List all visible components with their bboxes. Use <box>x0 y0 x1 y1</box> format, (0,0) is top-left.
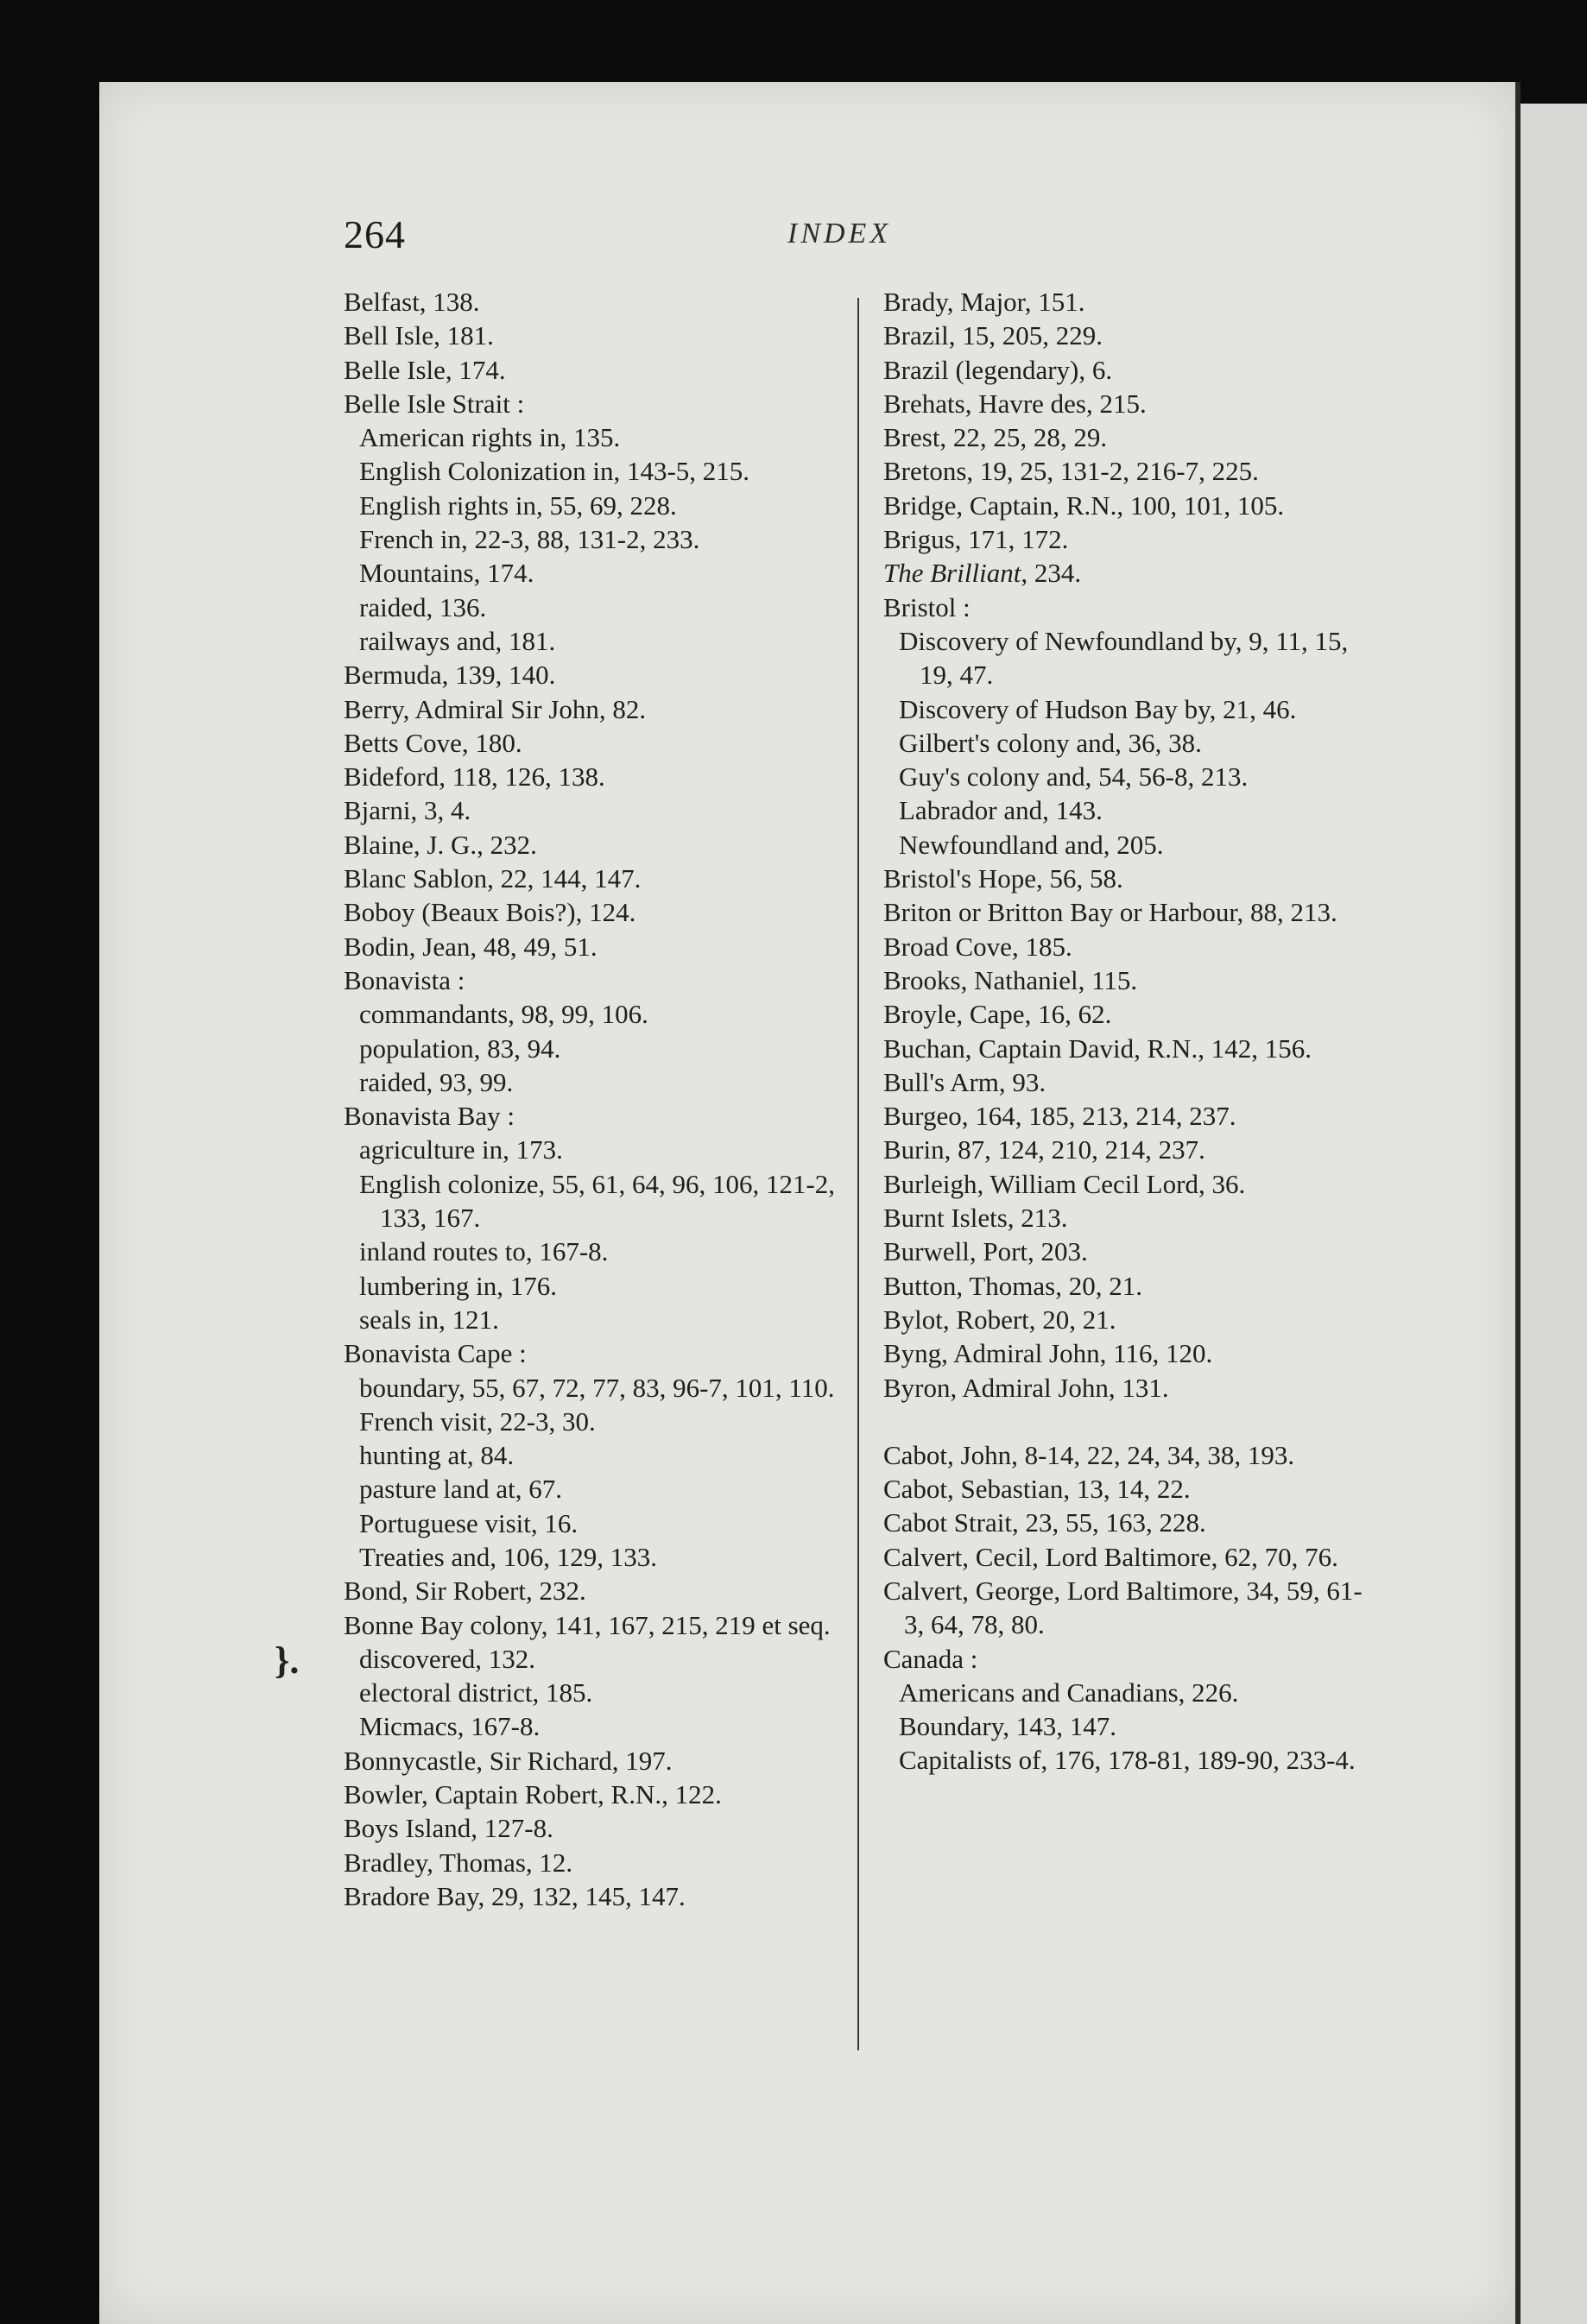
index-subentry: Americans and Canadians, 226. <box>899 1677 1239 1708</box>
index-entry: Cabot Strait, 23, 55, 163, 228. <box>883 1507 1206 1538</box>
index-entry: Bradley, Thomas, 12. <box>344 1847 573 1878</box>
index-subentry: boundary, 55, 67, 72, 77, 83, 96-7, 101, 110. <box>359 1372 835 1403</box>
index-entry: Calvert, George, Lord Baltimore, 34, 59, 61-3, 64, 78, 80. <box>883 1575 1363 1640</box>
index-entry: Button, Thomas, 20, 21. <box>883 1270 1142 1301</box>
index-entry: Belfast, 138. <box>344 287 480 317</box>
index-entry: Bell Isle, 181. <box>344 320 494 351</box>
index-subentry: American rights in, 135. <box>359 422 621 453</box>
index-entry: Broyle, Cape, 16, 62. <box>883 999 1112 1030</box>
index-subentry: pasture land at, 67. <box>359 1474 563 1505</box>
index-entry: Cabot, Sebastian, 13, 14, 22. <box>883 1474 1191 1505</box>
index-entry: Broad Cove, 185. <box>883 931 1072 962</box>
index-entry: Byng, Admiral John, 116, 120. <box>883 1338 1213 1369</box>
index-subentry: inland routes to, 167-8. <box>359 1236 609 1267</box>
index-subentry: raided, 136. <box>359 591 487 622</box>
index-subentry: discovered, 132. <box>359 1643 536 1674</box>
index-subentry: French in, 22-3, 88, 131-2, 233. <box>359 524 700 555</box>
index-entry: Bridge, Captain, R.N., 100, 101, 105. <box>883 489 1285 521</box>
index-entry: Bond, Sir Robert, 232. <box>344 1576 586 1607</box>
index-subentry: Capitalists of, 176, 178-81, 189-90, 233-4. <box>899 1745 1356 1776</box>
index-entry: Burgeo, 164, 185, 213, 214, 237. <box>883 1101 1236 1132</box>
index-column-left <box>344 285 840 1913</box>
index-entry: Berry, Admiral Sir John, 82. <box>344 693 647 724</box>
index-entry: Bristol's Hope, 56, 58. <box>883 863 1123 894</box>
index-entry: Brazil (legendary), 6. <box>883 354 1113 385</box>
index-entry: Belle Isle Strait : <box>344 388 525 419</box>
index-entry: Brigus, 171, 172. <box>883 524 1069 555</box>
index-entry-pages: , 234. <box>1021 558 1082 589</box>
index-subentry: Boundary, 143, 147. <box>899 1711 1116 1742</box>
index-entry: Bull's Arm, 93. <box>883 1066 1046 1097</box>
running-head: INDEX <box>787 218 892 249</box>
index-entry: Brady, Major, 151. <box>883 287 1085 317</box>
index-entry: Canada : <box>883 1643 978 1674</box>
index-subentry: Newfoundland and, 205. <box>899 829 1164 860</box>
index-subentry: population, 83, 94. <box>359 1033 561 1064</box>
index-column-right <box>883 285 1367 1778</box>
index-entry: Betts Cove, 180. <box>344 727 522 758</box>
index-entry: Boboy (Beaux Bois?), 124. <box>344 897 636 928</box>
index-subentry: Treaties and, 106, 129, 133. <box>359 1541 657 1572</box>
index-entry: Bjarni, 3, 4. <box>344 795 471 826</box>
index-entry: Bonavista Cape : <box>344 1338 527 1369</box>
index-subentry: Portuguese visit, 16. <box>359 1507 579 1538</box>
index-entry: Briton or Britton Bay or Harbour, 88, 213. <box>883 897 1337 928</box>
index-subentry: hunting at, 84. <box>359 1440 515 1471</box>
index-subentry: agriculture in, 173. <box>359 1134 563 1165</box>
index-subentry: railways and, 181. <box>359 625 556 656</box>
index-entry: Burwell, Port, 203. <box>883 1236 1088 1267</box>
index-entry: Bylot, Robert, 20, 21. <box>883 1304 1116 1335</box>
index-subentry: raided, 93, 99. <box>359 1066 514 1097</box>
index-subentry: Mountains, 174. <box>359 558 534 589</box>
index-entry: Belle Isle, 174. <box>344 354 506 385</box>
index-entry: Bonavista Bay : <box>344 1101 515 1132</box>
index-entry: Bodin, Jean, 48, 49, 51. <box>344 931 597 962</box>
index-subentry: Labrador and, 143. <box>899 795 1103 826</box>
index-subentry: Discovery of Hudson Bay by, 21, 46. <box>899 693 1297 724</box>
index-subentry: lumbering in, 176. <box>359 1270 558 1301</box>
index-subentry: Guy's colony and, 54, 56-8, 213. <box>899 761 1249 793</box>
index-subentry: English Colonization in, 143-5, 215. <box>359 456 750 487</box>
index-entry: Bonne Bay colony, 141, 167, 215, 219 et seq. <box>344 1609 831 1640</box>
index-entry: Bretons, 19, 25, 131-2, 216-7, 225. <box>883 456 1259 487</box>
index-subentry: Discovery of Newfoundland by, 9, 11, 15, 19, 47. <box>899 625 1349 691</box>
index-entry: Burin, 87, 124, 210, 214, 237. <box>883 1134 1205 1165</box>
index-entry: Bowler, Captain Robert, R.N., 122. <box>344 1779 722 1810</box>
index-entry: Calvert, Cecil, Lord Baltimore, 62, 70, 76. <box>883 1541 1338 1572</box>
index-subentry: seals in, 121. <box>359 1304 499 1335</box>
index-entry: Burleigh, William Cecil Lord, 36. <box>883 1168 1246 1199</box>
index-entry: Brest, 22, 25, 28, 29. <box>883 422 1108 453</box>
index-entry: Brehats, Havre des, 215. <box>883 388 1147 419</box>
margin-bracket-mark: }. <box>275 1639 300 1682</box>
index-entry: Bradore Bay, 29, 132, 145, 147. <box>344 1880 686 1911</box>
index-subentry: Gilbert's colony and, 36, 38. <box>899 727 1202 758</box>
index-subentry: electoral district, 185. <box>359 1677 593 1708</box>
index-entry <box>883 556 1367 590</box>
index-subentry: commandants, 98, 99, 106. <box>359 999 648 1030</box>
index-entry: Bonavista : <box>344 964 465 995</box>
column-divider <box>857 298 859 2050</box>
section-gap <box>883 1405 1367 1438</box>
index-entry: Blaine, J. G., 232. <box>344 829 537 860</box>
facing-page-edge <box>1521 104 1587 2324</box>
index-entry: Blanc Sablon, 22, 144, 147. <box>344 863 642 894</box>
index-subentry: Micmacs, 167-8. <box>359 1711 541 1742</box>
index-entry: Cabot, John, 8-14, 22, 24, 34, 38, 193. <box>883 1439 1295 1470</box>
index-subentry: English rights in, 55, 69, 228. <box>359 489 677 521</box>
index-entry: Bristol : <box>883 591 971 622</box>
index-entry: Bermuda, 139, 140. <box>344 660 556 691</box>
index-entry: Boys Island, 127-8. <box>344 1813 553 1844</box>
index-entry-title: The Brilliant <box>883 558 1021 589</box>
index-entry: Buchan, Captain David, R.N., 142, 156. <box>883 1033 1312 1064</box>
index-entry: Burnt Islets, 213. <box>883 1203 1068 1234</box>
page-number: 264 <box>344 212 406 256</box>
index-entry: Byron, Admiral John, 131. <box>883 1372 1169 1403</box>
index-entry: Bideford, 118, 126, 138. <box>344 761 605 793</box>
index-entry: Brooks, Nathaniel, 115. <box>883 964 1138 995</box>
index-entry: Bonnycastle, Sir Richard, 197. <box>344 1745 673 1776</box>
index-subentry: English colonize, 55, 61, 64, 96, 106, 121-2, 133, 167. <box>359 1168 836 1234</box>
index-subentry: French visit, 22-3, 30. <box>359 1405 596 1437</box>
index-entry: Brazil, 15, 205, 229. <box>883 320 1103 351</box>
